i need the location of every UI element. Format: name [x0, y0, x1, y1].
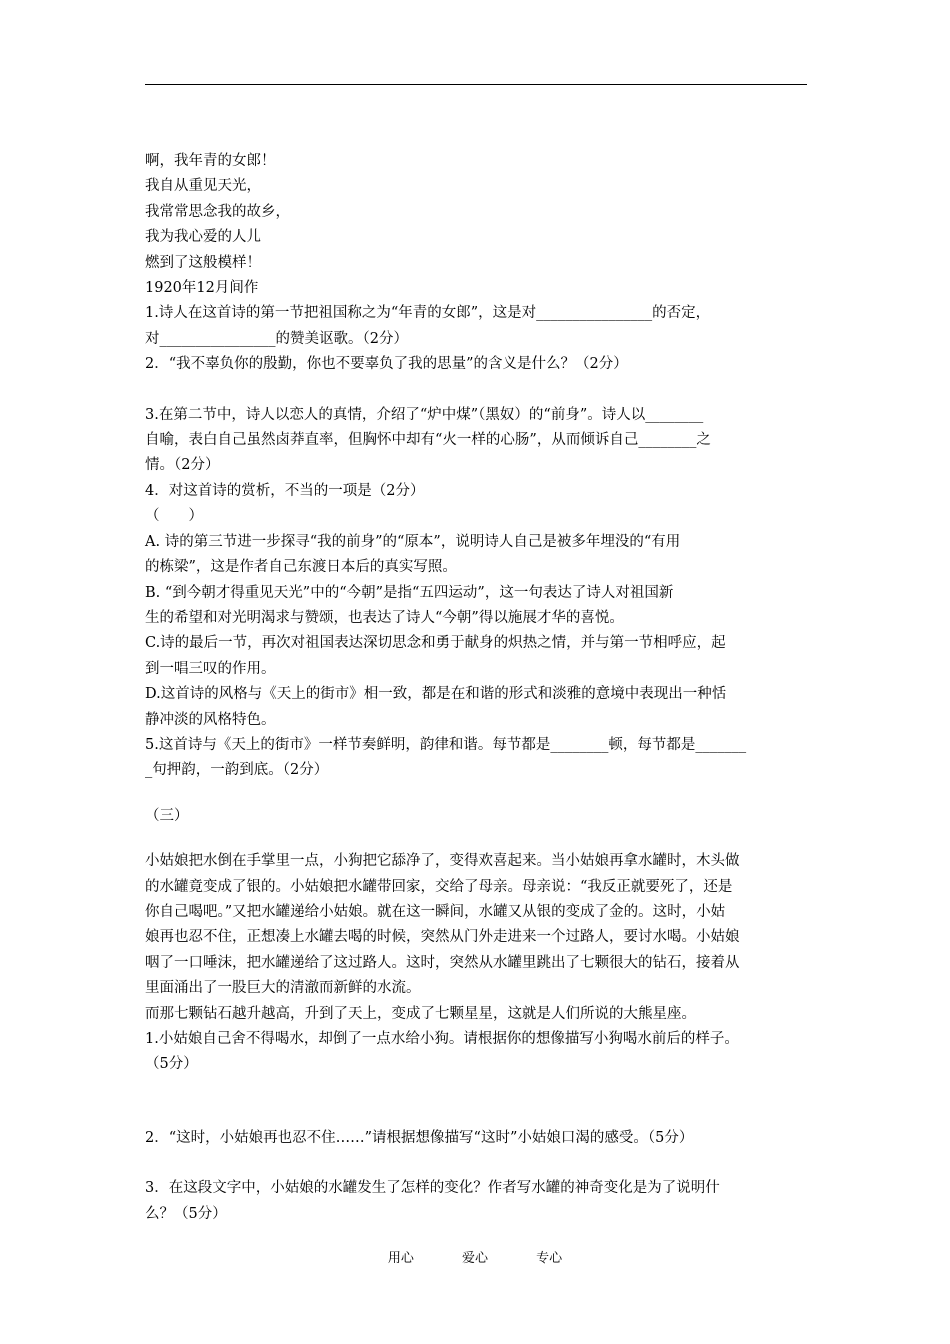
question-line: 对________________的赞美讴歌。（2分） [145, 330, 408, 347]
passage-line: 咽了一口唾沫，把水罐递给了这过路人。这时，突然从水罐里跳出了七颗很大的钻石，接着从 [145, 954, 740, 971]
question-line: （5分） [145, 1056, 198, 1073]
poem-line: 我为我心爱的人儿 [145, 229, 261, 246]
document-body [145, 149, 810, 1227]
option-d: 静冲淡的风格特色。 [145, 711, 276, 728]
passage-line: 娘再也忍不住，正想凑上水罐去喝的时候，突然从门外走进来一个过路人，要讨水喝。小姑娘 [145, 929, 740, 946]
question-line: （ ） [145, 508, 203, 525]
footer-item: 爱心 [461, 1251, 488, 1266]
question-line: 自喻，表白自己虽然卤莽直率，但胸怀中却有“火一样的心肠”，从而倾诉自己________之 [145, 432, 711, 449]
option-b: 生的希望和对光明渴求与赞颂，也表达了诗人“今朝”得以施展才华的喜悦。 [145, 609, 624, 626]
question-line: 3.在第二节中，诗人以恋人的真情，介绍了“炉中煤”（黑奴）的“前身”。诗人以________ [145, 406, 704, 423]
option-d: D.这首诗的风格与《天上的街市》相一致，都是在和谐的形式和淡雅的意境中表现出一种恬 [145, 686, 727, 703]
question-line: 5.这首诗与《天上的街市》一样节奏鲜明，韵律和谐。每节都是________顿，每节都是_______ [145, 736, 747, 753]
poem-line: 我自从重见天光， [145, 178, 261, 195]
question-line: 2．“这时，小姑娘再也忍不住……”请根据想像描写“这时”小姑娘口渴的感受。（5分） [145, 1129, 694, 1146]
option-b: B. “到今朝才得重见天光”中的“今朝”是指“五四运动”，这一句表达了诗人对祖国新 [145, 584, 674, 601]
poem-date: 1920年12月间作 [145, 280, 259, 297]
section-title: （三） [145, 807, 189, 824]
answer-space [145, 1078, 810, 1126]
question-line: 1.诗人在这首诗的第一节把祖国称之为“年青的女郎”，这是对________________的否定， [145, 305, 711, 322]
passage-line: 而那七颗钻石越升越高，升到了天上，变成了七颗星星，这就是人们所说的大熊星座。 [145, 1005, 696, 1022]
header-rule [145, 84, 807, 85]
option-c: 到一唱三叹的作用。 [145, 660, 276, 677]
question-line: 么？（5分） [145, 1205, 227, 1222]
answer-space [145, 1151, 810, 1176]
passage-line: 小姑娘把水倒在手掌里一点，小狗把它舔净了，变得欢喜起来。当小姑娘再拿水罐时，木头做 [145, 853, 740, 870]
question-line: 2．“我不辜负你的殷勤，你也不要辜负了我的思量”的含义是什么？（2分） [145, 356, 628, 373]
page-footer [0, 1247, 950, 1266]
question-line: _句押韵，一韵到底。（2分） [145, 762, 329, 779]
question-line: 1.小姑娘自己舍不得喝水，却倒了一点水给小狗。请根据你的想像描写小狗喝水前后的样子。 [145, 1031, 739, 1047]
question-line: 4．对这首诗的赏析，不当的一项是（2分） [145, 482, 425, 499]
passage-line: 你自己喝吧。”又把水罐递给小姑娘。就在这一瞬间，水罐又从银的变成了金的。这时，小姑 [145, 903, 726, 920]
footer-item: 用心 [387, 1251, 414, 1266]
question-line: 3．在这段文字中，小姑娘的水罐发生了怎样的变化？作者写水罐的神奇变化是为了说明什 [145, 1180, 720, 1197]
option-c: C.诗的最后一节，再次对祖国表达深切思念和勇于献身的炽热之情，并与第一节相呼应，起 [145, 635, 726, 652]
poem-excerpt [145, 149, 810, 301]
question-line: 情。（2分） [145, 457, 220, 474]
poem-questions [145, 301, 810, 783]
passage-line: 的水罐竟变成了银的。小姑娘把水罐带回家，交给了母亲。母亲说：“我反正就要死了，还是 [145, 878, 733, 895]
poem-line: 啊，我年青的女郎！ [145, 153, 276, 169]
story-passage [145, 849, 810, 1078]
answer-space [145, 378, 810, 403]
option-a: 的栋梁”，这是作者自己东渡日本后的真实写照。 [145, 559, 457, 576]
passage-line: 里面涌出了一股巨大的清澈而新鲜的水流。 [145, 980, 421, 997]
poem-line: 我常常思念我的故乡， [145, 203, 290, 220]
footer-item: 专心 [536, 1251, 563, 1266]
poem-line: 燃到了这般模样！ [145, 254, 261, 271]
option-a: A. 诗的第三节进一步探寻“我的前身”的“原本”，说明诗人自己是被多年埋没的“有用 [145, 533, 681, 550]
